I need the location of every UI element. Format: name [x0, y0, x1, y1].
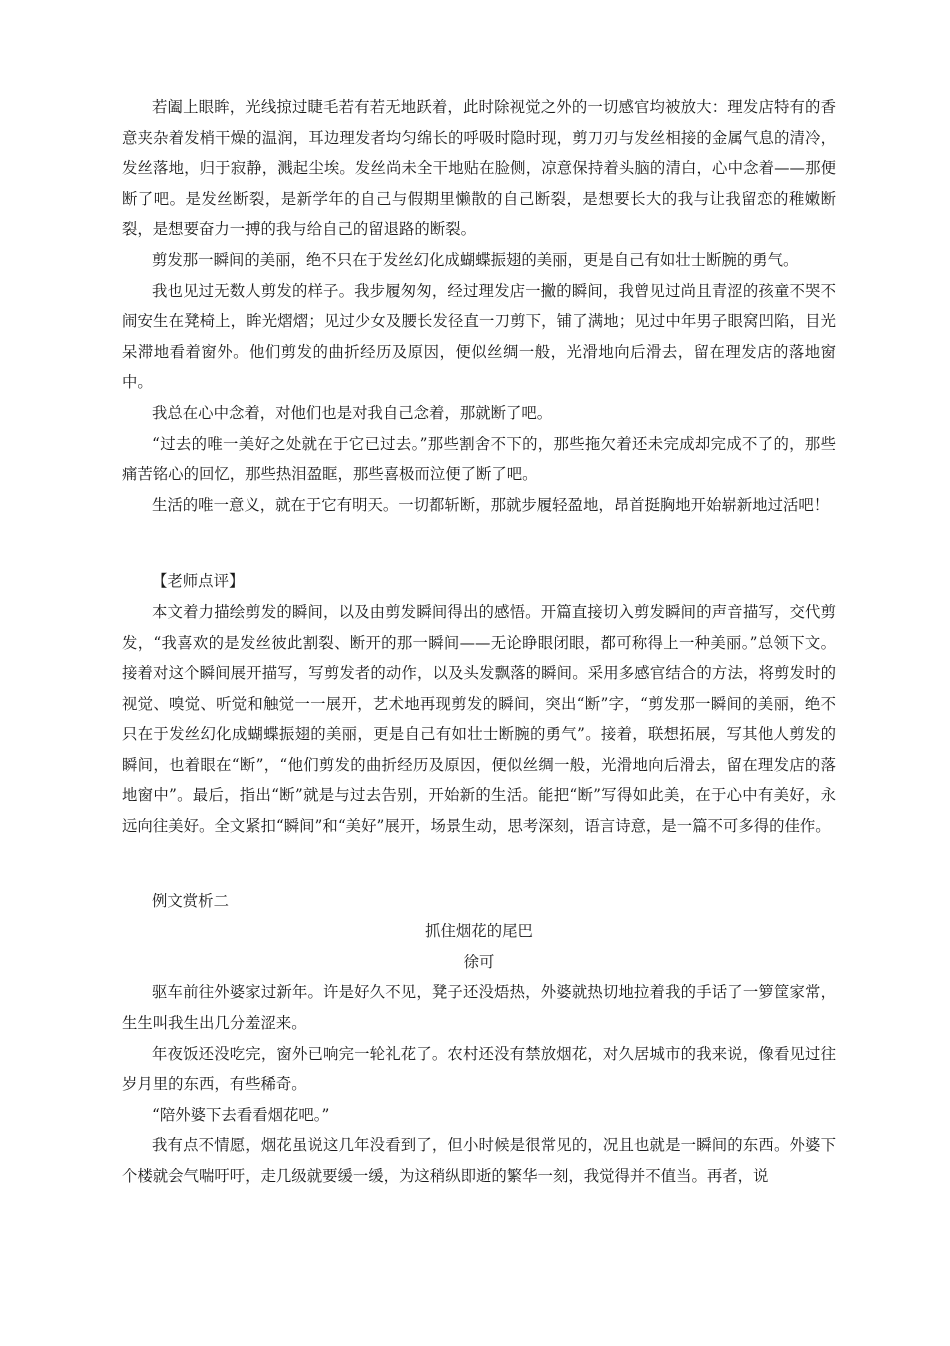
- essay-author: 徐可: [463, 952, 495, 971]
- essay-paragraph: 我也见过无数人剪发的样子。我步履匆匆，经过理发店一撇的瞬间，我曾见过尚且青涩的孩童不哭不闹安生在凳椅上，眸光熠熠；见过少女及腰长发径直一刀剪下，铺了满地；见过中年男子眼窝凹陷，目光呆滞地看着窗外。他们剪发的曲折经历及原因，便似丝绸一般，光滑地向后滑去，留在理发店的落地窗中。: [122, 281, 836, 392]
- spacer: [122, 842, 836, 886]
- document-page: [122, 92, 836, 1192]
- teacher-comment: [122, 566, 836, 841]
- essay-paragraph: “陪外婆下去看看烟花吧。”: [152, 1105, 330, 1124]
- teacher-comment-body: 本文着力描绘剪发的瞬间，以及由剪发瞬间得出的感悟。开篇直接切入剪发瞬间的声音描写，交代剪发，“我喜欢的是发丝彼此割裂、断开的那一瞬间——无论睁眼闭眼，都可称得上一种美丽。”总领下文。接着对这个瞬间展开描写，写剪发者的动作，以及头发飘落的瞬间。采用多感官结合的方法，将剪发时的视觉、嗅觉、听觉和触觉一一展开，艺术地再现剪发的瞬间，突出“断”字，“剪发那一瞬间的美丽，绝不只在于发丝幻化成蝴蝶振翅的美丽，更是自己有如壮士断腕的勇气”。接着，联想拓展，写其他人剪发的瞬间，也着眼在“断”，“他们剪发的曲折经历及原因，便似丝绸一般，光滑地向后滑去，留在理发店的落地窗中”。最后，指出“断”就是与过去告别，开始新的生活。能把“断”写得如此美，在于心中有美好，永远向往美好。全文紧扣“瞬间”和“美好”展开，场景生动，思考深刻，语言诗意，是一篇不可多得的佳作。: [122, 602, 836, 836]
- essay-one: [122, 92, 836, 520]
- teacher-comment-heading: 【老师点评】: [152, 572, 245, 591]
- essay-paragraph: 我有点不情愿，烟花虽说这几年没看到了，但小时候是很常见的，况且也就是一瞬间的东西。外婆下个楼就会气喘吁吁，走几级就要缓一缓，为这稍纵即逝的繁华一刻，我觉得并不值当。再者，说: [122, 1136, 836, 1185]
- example-two: [122, 886, 836, 1192]
- essay-paragraph: 剪发那一瞬间的美丽，绝不只在于发丝幻化成蝴蝶振翅的美丽，更是自己有如壮士断腕的勇气。: [152, 250, 799, 269]
- spacer: [122, 520, 836, 566]
- essay-paragraph: 我总在心中念着，对他们也是对我自己念着，那就断了吧。: [152, 403, 553, 422]
- essay-paragraph: 驱车前往外婆家过新年。许是好久不见，凳子还没焐热，外婆就热切地拉着我的手话了一箩筐家常，生生叫我生出几分羞涩来。: [122, 983, 836, 1033]
- essay-paragraph: 生活的唯一意义，就在于它有明天。一切都斩断，那就步履轻盈地，昂首挺胸地开始崭新地过活吧！: [152, 495, 830, 514]
- essay-paragraph: “过去的唯一美好之处就在于它已过去。”那些割舍不下的，那些拖欠着还未完成却完成不了的，那些痛苦铭心的回忆，那些热泪盈眶，那些喜极而泣便了断了吧。: [122, 434, 836, 484]
- section-label: 例文赏析二: [152, 891, 229, 910]
- essay-title: 抓住烟花的尾巴: [425, 922, 533, 941]
- essay-paragraph: 年夜饭还没吃完，窗外已响完一轮礼花了。农村还没有禁放烟花，对久居城市的我来说，像看见过往岁月里的东西，有些稀奇。: [122, 1044, 836, 1094]
- essay-paragraph: 若阖上眼眸，光线掠过睫毛若有若无地跃着，此时除视觉之外的一切感官均被放大：理发店特有的香意夹杂着发梢干燥的温润，耳边理发者均匀绵长的呼吸时隐时现，剪刀刃与发丝相接的金属气息的清冷，发丝落地，归于寂静，溅起尘埃。发丝尚未全干地贴在脸侧，凉意保持着头脑的清白，心中念着——那便断了吧。是发丝断裂，是新学年的自己与假期里懒散的自己断裂，是想要长大的我与让我留恋的稚嫩断裂，是想要奋力一搏的我与给自己的留退路的断裂。: [122, 98, 836, 239]
